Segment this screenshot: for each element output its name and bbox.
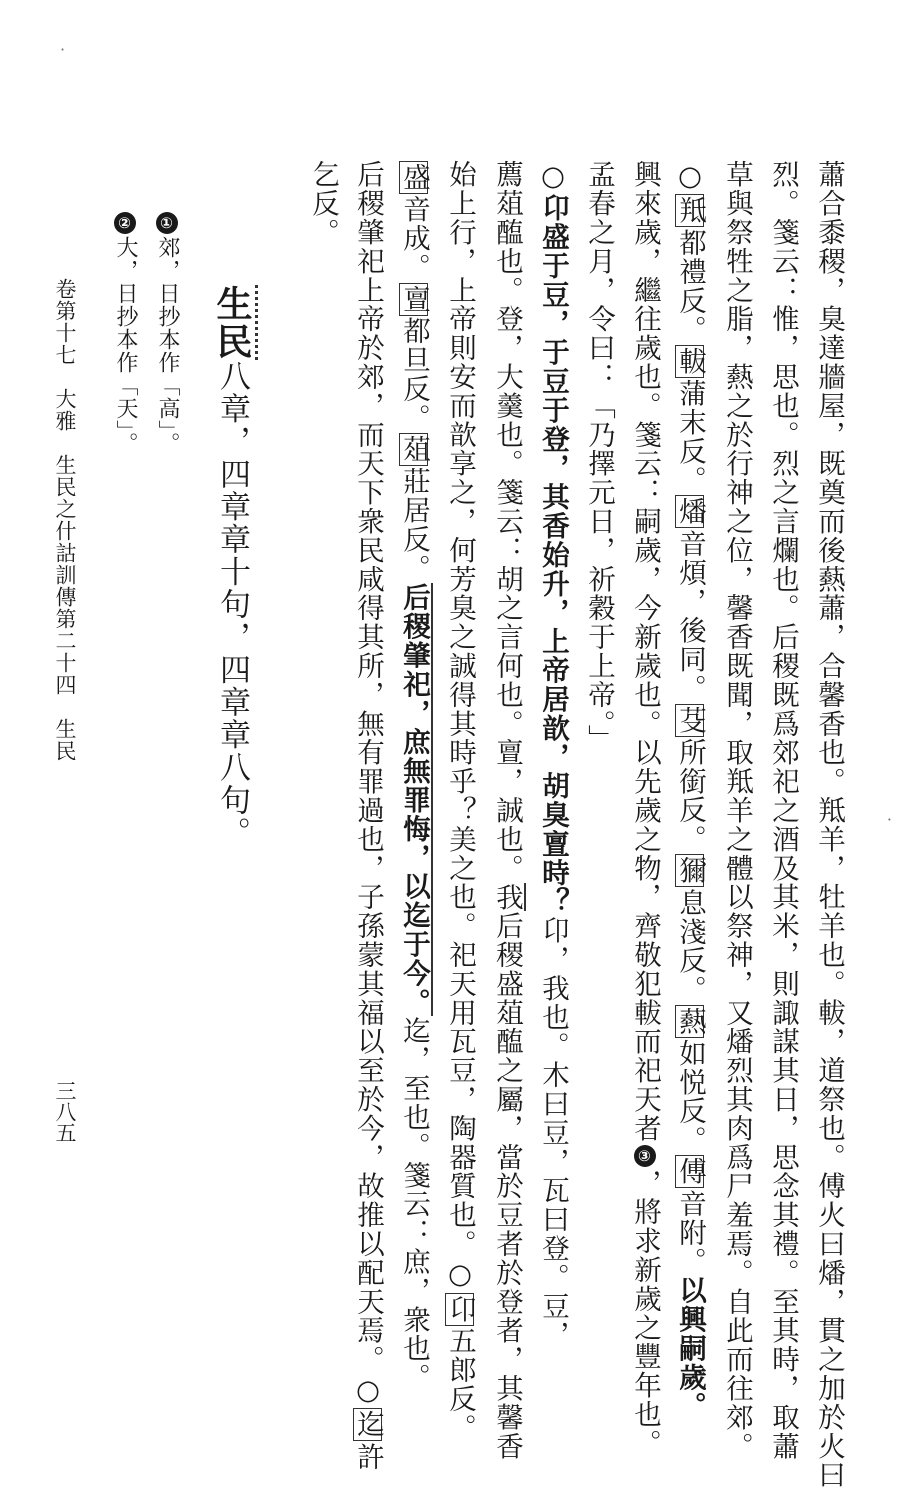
text-column <box>631 160 659 1458</box>
section-title-rest: 八章，四章章十句，四章章八句。 <box>214 360 250 850</box>
text-run: 許 <box>352 1442 384 1472</box>
text-run: 音附。 <box>674 1189 706 1276</box>
text-run: 如悦反。 <box>674 1038 706 1155</box>
running-head: 卷第十七 大雅 生民之什詁訓傳第二十四 生民 <box>53 278 77 762</box>
text-column: 烈。箋云：惟，思也。烈之言爛也。后稷既爲郊祀之酒及其米，則諏謀其日，思念其禮。至其時，取蕭 <box>767 160 799 1461</box>
text-run: ○ <box>674 160 706 194</box>
text-column: 蕭合黍稷，臭達牆屋，既奠而後爇蕭，合馨香也。羝羊，牡羊也。軷，道祭也。傅火曰燔，貫之加於火曰 <box>813 160 845 1489</box>
section-title-name: 生民 <box>211 285 258 360</box>
text-run: 都禮反。 <box>674 228 706 344</box>
boxed-character: 爇 <box>674 1006 706 1036</box>
footnote-number: ① <box>156 212 178 234</box>
page-number: 三八五 <box>53 1080 77 1143</box>
boxed-character: 亶 <box>398 284 430 314</box>
boxed-character: 軷 <box>674 346 706 376</box>
text-column <box>399 160 429 1392</box>
footnote-marker: ③ <box>634 1145 656 1167</box>
text-run: 蒲末反。 <box>674 378 706 495</box>
boxed-character: 燔 <box>674 497 706 527</box>
text-run: 興來歲，繼往歲也。箋云：嗣歲，今新歲也。以先歲之物，齊敬犯軷而祀天者 <box>629 160 661 1143</box>
section-title <box>211 285 253 850</box>
text-column: 草與祭牲之脂，爇之於行神之位，馨香既聞，取羝羊之體以祭神，又燔烈其肉爲尸羞焉。自此而往郊。 <box>721 160 753 1461</box>
text-run: 所銜反。 <box>674 737 706 854</box>
text-run: 莊居反。 <box>398 467 430 583</box>
text-run: 音煩，後同。 <box>674 529 706 703</box>
footnote <box>114 210 136 455</box>
footnote-number: ② <box>114 212 136 234</box>
boxed-character: 芟 <box>674 705 706 735</box>
text-run: 息淺反。 <box>674 888 706 1004</box>
text-run: 后稷盛葅醢之屬，當於豆者於登者，其馨香 <box>491 911 523 1461</box>
text-column <box>539 160 567 1349</box>
text-column <box>675 160 705 1420</box>
text-run: 音成。 <box>398 194 430 282</box>
text-run: ，將求新歲之豐年也。 <box>629 1168 661 1458</box>
text-run: 都旦反。 <box>398 316 430 433</box>
verse-text: ○卬盛于豆，于豆于登，其香始升，上帝居歆，胡臭亶時？ <box>537 160 569 916</box>
boxed-character: 迄 <box>352 1410 384 1440</box>
text-run: 后稷肇祀上帝於郊，而天下衆民咸得其所，無有罪過也，子孫蒙其福以至於今，故推以配天焉。○ <box>352 160 384 1408</box>
boxed-character: 卬 <box>444 1294 476 1324</box>
text-column <box>353 160 383 1471</box>
text-run: 薦葅醢也。登，大羹也。箋云：胡之言何也。亶，誠也。 <box>491 160 523 883</box>
scan-speck: · <box>886 810 892 829</box>
text-column: 孟春之月，令曰：「乃擇元日，祈穀于上帝。」 <box>583 160 615 754</box>
footnote <box>156 210 178 455</box>
footnote-text: 大，日抄本作「天」。 <box>113 236 138 455</box>
verse-text: 以興嗣歲。 <box>674 1275 706 1421</box>
scan-speck: · <box>60 40 66 59</box>
text-run: 迄，至也。箋云：庶，衆也。 <box>398 1016 430 1392</box>
text-run: 始上行，上帝則安而歆享之，何芳臭之誠得其時乎？美之也。祀天用瓦豆，陶器質也。○ <box>444 160 476 1292</box>
text-run: 五郎反。 <box>444 1326 476 1443</box>
boxed-character: 羝 <box>674 196 706 226</box>
boxed-character: 傅 <box>674 1157 706 1187</box>
boxed-character: 葅 <box>398 435 430 465</box>
text-column <box>445 160 475 1442</box>
text-column <box>493 160 521 1461</box>
text-column: 乞反。 <box>307 160 339 247</box>
footnote-text: 郊，日抄本作「高」。 <box>155 236 180 455</box>
marked-character: 我 <box>491 883 526 912</box>
verse-text: 后稷肇祀，庶無罪悔，以迄于今。 <box>398 583 433 1017</box>
boxed-character: 盛 <box>398 163 430 192</box>
text-run: 卬，我也。木曰豆，瓦曰登。豆， <box>537 915 569 1350</box>
boxed-character: 獮 <box>674 856 706 886</box>
